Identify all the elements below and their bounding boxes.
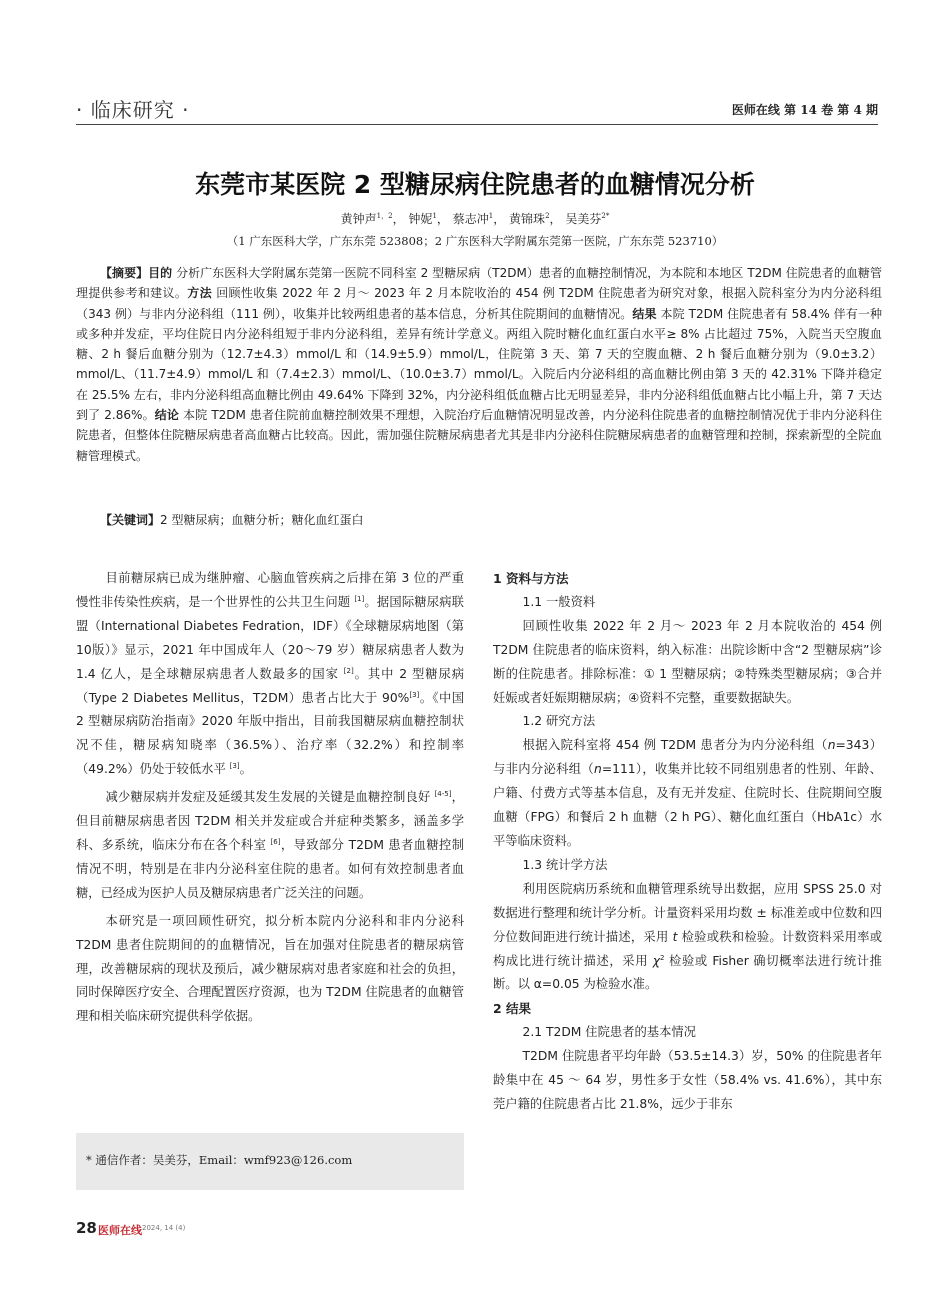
text-run: ，但目前糖尿病患者因 T2DM 相关并发症或合并症种类繁多，涵盖多学科、多系统，临床分布在各个科室 bbox=[76, 790, 464, 852]
methods-text: 回顾性收集 2022 年 2 月～ 2023 年 2 月本院收治的 454 例 T2DM 住院患者为研究对象，根据入院科室分为内分泌科组（343 例）与非内分泌科组（111 例），收集并比较两组患者的基本信息，分析其住院期间的血糖情况。 bbox=[76, 286, 882, 321]
methods-label: 方法 bbox=[187, 286, 213, 301]
text-run: 目前糖尿病已成为继肿瘤、心脑血管疾病之后排在第 3 位的严重慢性非传染性疾病，是一个世界性的公共卫生问题 bbox=[76, 571, 464, 609]
text-run: ，导致部分 T2DM 患者血糖控制情况不明，特别是在非内分泌科室住院的患者。如何有效控制患者血糖，已经成为医护人员及糖尿病患者广泛关注的问题。 bbox=[76, 837, 464, 900]
text-run: 。据国际糖尿病联盟（International Diabetes Fedration，IDF）《全球糖尿病地图（第 10版）》显示，2021 年中国成年人（20～79 岁）糖尿病患者人数为 1.4 亿人，是全球糖尿病患者人数最多的国家 bbox=[76, 594, 464, 681]
header-divider bbox=[76, 124, 878, 125]
abstract-label: 【摘要】 bbox=[100, 266, 149, 280]
text-run: =111），收集并比较不同组别患者的性别、年龄、户籍、付费方式等基本信息，及有无并发症、住院时长、住院期间空腹血糖（FPG）和餐后 2 h 血糖（2 h PG）、糖化血红蛋白（HbA1c）水平等临床资料。 bbox=[493, 762, 882, 848]
affiliation: （1 广东医科大学，广东东莞 523808；2 广东医科大学附属东莞第一医院，广东东莞 523710） bbox=[226, 234, 724, 248]
body-paragraph bbox=[76, 786, 464, 906]
citation: [4-5] bbox=[434, 790, 452, 799]
text-run: 减少糖尿病并发症及延缓其发生发展的关键是血糖控制良好 bbox=[105, 790, 435, 805]
citation: [2] bbox=[343, 666, 354, 675]
left-column bbox=[76, 567, 464, 1029]
right-column bbox=[493, 567, 882, 1117]
author-name: 黄锦珠 bbox=[509, 212, 546, 226]
author-name: 钟妮 bbox=[408, 212, 433, 226]
body-paragraph bbox=[493, 878, 882, 998]
superscript: 2 bbox=[660, 953, 665, 962]
subsection-heading: 2.1 T2DM 住院患者的基本情况 bbox=[522, 1025, 696, 1040]
author-name: 黄钟声 bbox=[340, 212, 377, 226]
keywords-label: 【关键词】 bbox=[100, 513, 161, 527]
text-run: 。《中国 2 型糖尿病防治指南》2020 年版中指出，目前我国糖尿病血糖控制状况不佳，糖尿病知晓率（36.5%）、治疗率（32.2%）和控制率（49.2%）仍处于较低水平 bbox=[76, 690, 464, 777]
footer-issue: 2024, 14 (4) bbox=[142, 1224, 186, 1232]
italic-symbol: n bbox=[594, 762, 602, 777]
objective-text: 分析广东医科大学附属东莞第一医院不同科室 2 型糖尿病（T2DM）患者的血糖控制情况，为本院和本地区 T2DM 住院患者的血糖管理提供参考和建议。 bbox=[76, 266, 882, 301]
results-text: 本院 T2DM 住院患者有 58.4% 伴有一种或多种并发症，平均住院日内分泌科组短于非内分泌科组，差异有统计学意义。两组入院时糖化血红蛋白水平≥ 8% 占比超过 75%，入院当天空腹血糖、2 h 餐后血糖分别为（12.7±4.3）mmol/L 和（14.9±5.9）mmol/L，住院第 3 天、第 7 天的空腹血糖、2 h 餐后血糖分别为（9.0±3.2）mmol/L、（11.7±4.9）mmol/L 和（7.4±2.3）mmol/L、（10.0±3.7）mmol/L。入院后内分泌科组的高血糖比例由第 3 天的 42.31% 下降并稳定在 25.5% 左右，非内分泌科组高血糖比例由 49.64% 下降到 32%，内分泌科组低血糖占比无明显差异，非内分泌科组低血糖占比小幅上升，第 7 天达到了 2.86%。 bbox=[76, 306, 882, 423]
article-title: 东莞市某医院 2 型糖尿病住院患者的血糖情况分析 bbox=[195, 170, 755, 199]
text-run: =343）与非内分泌科组（ bbox=[493, 738, 882, 777]
conclusion-text: 本院 T2DM 患者住院前血糖控制效果不理想，入院治疗后血糖情况明显改善，内分泌科住院患者的血糖控制情况优于非内分泌科住院患者，但整体住院糖尿病患者高血糖占比较高。因此，需加强住院糖尿病患者尤其是非内分泌科住院糖尿病患者的血糖管理和控制，探索新型的全院血糖管理模式。 bbox=[76, 408, 882, 463]
objective-label: 目的 bbox=[148, 266, 173, 280]
citation: [3] bbox=[229, 762, 240, 771]
text-run: 检验或 Fisher 确切概率法进行统计推断。以 α=0.05 为检验水准。 bbox=[493, 953, 882, 992]
body-paragraph: T2DM 住院患者平均年龄（53.5±14.3）岁，50% 的住院患者年龄集中在 45 ～ 64 岁，男性多于女性（58.4% vs. 41.6%），其中东莞户籍的住院患者占比 21.8%，远少于非东 bbox=[493, 1049, 882, 1111]
author-affil-mark: 2 bbox=[545, 212, 550, 220]
subsection-heading: 1.3 统计学方法 bbox=[522, 857, 608, 872]
section-heading: 2 结果 bbox=[493, 1001, 532, 1017]
italic-symbol: χ bbox=[652, 953, 660, 968]
author-affil-mark: 1 bbox=[432, 212, 437, 220]
conclusion-label: 结论 bbox=[154, 408, 180, 423]
keywords-text: 2 型糖尿病；血糖分析；糖化血红蛋白 bbox=[160, 513, 364, 527]
citation: [3] bbox=[409, 690, 420, 699]
body-paragraph: 本研究是一项回顾性研究，拟分析本院内分泌科和非内分泌科 T2DM 患者住院期间的的血糖情况，旨在加强对住院患者的糖尿病管理，改善糖尿病的现状及预后，减少糖尿病对患者家庭和社会的负担，同时保障医疗安全、合理配置医疗资源，也为 T2DM 住院患者的血糖管理和相关临床研究提供科学依据。 bbox=[76, 913, 464, 1024]
citation: [1] bbox=[354, 594, 365, 603]
italic-symbol: n bbox=[827, 738, 836, 753]
author-list: 黄钟声$^{1,2}$， 钟妮$^1$， 蔡志冲$^1$， 黄锦珠$^2$， 吴美芬$^{2*}$ bbox=[340, 212, 610, 226]
author-name: 蔡志冲 bbox=[452, 212, 489, 226]
section-label: · 临床研究 · bbox=[76, 98, 190, 122]
author-affil-mark: 1，2 bbox=[376, 212, 393, 220]
author-affil-mark: 2* bbox=[601, 212, 610, 220]
keywords bbox=[76, 511, 882, 528]
body-paragraph bbox=[76, 567, 464, 782]
journal-issue-header: 医师在线 第 14 卷 第 4 期 bbox=[731, 103, 878, 117]
section-heading: 1 资料与方法 bbox=[493, 571, 569, 586]
text-run: 。其中 2 型糖尿病（Type 2 Diabetes Mellitus，T2DM）患者占比大于 90% bbox=[76, 666, 464, 705]
body-paragraph: 回顾性收集 2022 年 2 月～ 2023 年 2 月本院收治的 454 例 T2DM 住院患者的临床资料，纳入标准：出院诊断中含“2 型糖尿病”诊断的住院患者。排除标准：① 1 型糖尿病；②特殊类型糖尿病；③合并妊娠或者妊娠期糖尿病；④资料不完整，重要数据缺失。 bbox=[493, 618, 882, 705]
subsection-heading: 1.1 一般资料 bbox=[522, 594, 596, 609]
citation: [6] bbox=[270, 837, 281, 846]
text-run: 根据入院科室将 454 例 T2DM 患者分为内分泌科组（ bbox=[522, 738, 828, 753]
journal-logo: 医师在线 bbox=[98, 1224, 142, 1237]
body-paragraph bbox=[493, 734, 882, 854]
text-run: 检验或秩和检验。计数资料采用率或构成比进行统计描述，采用 bbox=[493, 929, 882, 968]
text-run: 。 bbox=[239, 762, 252, 777]
subsection-heading: 1.2 研究方法 bbox=[522, 714, 596, 729]
author-name: 吴美芬 bbox=[565, 212, 602, 226]
author-affil-mark: 1 bbox=[488, 212, 494, 220]
corresponding-author-note: * 通信作者：吴美芬，Email：wmf923@126.com bbox=[76, 1133, 464, 1190]
text-run: 利用医院病历系统和血糖管理系统导出数据，应用 SPSS 25.0 对数据进行整理和统计学分析。计量资料采用均数 ± 标准差或中位数和四分位数间距进行统计描述，采用 bbox=[493, 881, 882, 944]
italic-symbol: t bbox=[672, 929, 678, 944]
abstract bbox=[76, 263, 882, 466]
page-number: 28 bbox=[76, 1219, 97, 1237]
results-label: 结果 bbox=[632, 306, 657, 321]
